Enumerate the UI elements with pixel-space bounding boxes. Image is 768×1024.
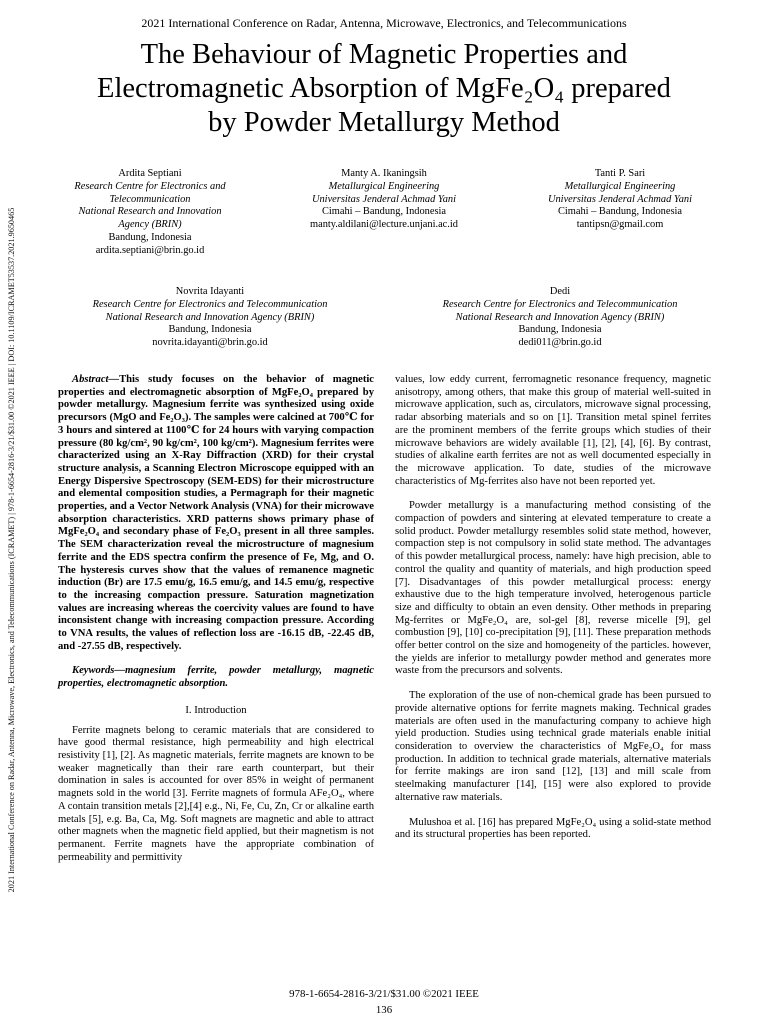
author-block	[60, 286, 360, 350]
author-affiliation: National Research and Innovation Agency (BRIN)	[455, 311, 665, 323]
title-line: by Powder Metallurgy Method	[208, 107, 560, 138]
paper-title	[40, 38, 728, 140]
author-affiliation: Research Centre for Electronics and Telecommunication	[442, 298, 678, 310]
body-paragraph: values, low eddy current, ferromagnetic resonance frequency, magnetic anisotropy, among others, that make this group of material well-suited in microwave application, such as, circulators, microwave signal processing, radar absorbing materials and so on [1]. Transition metal spinel ferrites are the prominent members of the ferrite groups which studies of their microwave behaviors are widely available [1], [2], [4], [6]. By contrast, studies of alkaline earth ferrites are not as well documented especially in the microwave application. To date, studies of the microwave characteristics of Mg-ferrites also have not been reported yet.	[395, 374, 711, 487]
author-location: Bandung, Indonesia	[518, 324, 602, 336]
page-number: 136	[375, 1004, 393, 1016]
author-block	[280, 168, 488, 232]
body-paragraph: The exploration of the use of non-chemical grade has been pursued to provide alternative options for ferrite magnets making. Technical grades materials are often used in the manufacturing company to achieve high yield production. Studies using technical grade materials enable initial consideration to overview the characteristics of MgFe₂O₄ for mass production. In addition to technical grade materials, alternative materials for ferrite makings are iron sand [12], [13] and mill scale from steelmaking manufacturer [14], [15] were also explored to provide alternative raw materials.	[395, 690, 711, 803]
author-affiliation: National Research and Innovation	[78, 206, 222, 218]
body-paragraph: Mulushoa et al. [16] has prepared MgFe₂O₄ using a solid-state method and its structural properties has been reported.	[395, 816, 711, 841]
body-paragraph: Powder metallurgy is a manufacturing method consisting of the compaction of powders and sintering at elevated temperature to create a solid product. Powder metallurgy resembles solid state method, however, compaction step is not compulsory in solid state method. The advantages of this powder metallurgical process, namely: have high precision, able to control the quality and quantity of materials, and high production speed [7]. Disadvantages of this powder metallurgical process: energy exhaustive due to the high temperature involved, heterogenous particle size and difficulty to obtain an even density. Other methods in preparing Mg-ferrites or MgFe₂O₄ are, sol-gel [8], reverse micelle [9], gel combustion [9], [10] co-precipitation [9], [11]. These preparation methods offer better control on the size and homogeneity of the particles. however, the yields are inferior to metallurgy powder method and generates more waste from the precursors and solvents.	[395, 500, 711, 677]
section-heading: I. Introduction	[185, 704, 247, 716]
abstract	[58, 374, 374, 653]
author-affiliation: Telecommunication	[109, 193, 191, 205]
author-affiliation: Metallurgical Engineering	[564, 180, 676, 192]
abstract-label: Abstract—	[72, 374, 120, 385]
author-affiliation: Research Centre for Electronics and	[74, 180, 226, 192]
author-affiliation: Universitas Jenderal Achmad Yani	[547, 193, 693, 205]
author-location: Bandung, Indonesia	[168, 324, 252, 336]
author-location: Bandung, Indonesia	[108, 231, 192, 243]
author-affiliation: Universitas Jenderal Achmad Yani	[311, 193, 457, 205]
keywords: Keywords—magnesium ferrite, powder metallurgy, magnetic properties, electromagnetic absorption.	[58, 665, 374, 690]
author-affiliation: Agency (BRIN)	[118, 219, 182, 231]
author-name: Manty A. Ikaningsih	[341, 168, 427, 179]
author-affiliation: National Research and Innovation Agency (BRIN)	[105, 311, 315, 323]
side-margin-note: 2021 International Conference on Radar, Antenna, Microwave, Electronics, and Telecommunications (ICRAMET) | 978-1-6654-2816-3/21/$31.00 ©2021 IEEE | DOI: 10.1109/ICRAMET53537.2021.9650465	[7, 207, 16, 893]
footer-isbn: 978-1-6654-2816-3/21/$31.00 ©2021 IEEE	[289, 988, 479, 1000]
author-affiliation: Research Centre for Electronics and Telecommunication	[92, 298, 328, 310]
author-name: Ardita Septiani	[118, 168, 182, 179]
title-line: Electromagnetic Absorption of MgFe₂O₄ prepared	[97, 73, 671, 104]
conference-header: 2021 International Conference on Radar, Antenna, Microwave, Electronics, and Telecommunications	[141, 16, 627, 30]
author-affiliation: Metallurgical Engineering	[328, 180, 440, 192]
author-email[interactable]: ardita.septiani@brin.go.id	[95, 244, 205, 256]
author-email[interactable]: novrita.idayanti@brin.go.id	[152, 337, 268, 349]
author-name: Dedi	[549, 286, 571, 297]
author-location: Cimahi – Bandung, Indonesia	[321, 206, 447, 218]
abstract-text: This study focuses on the behavior of magnetic properties and electromagnetic absorption of MgFe₂O₄ prepared by powder metallurgy. Magnesium ferrite was synthesized using oxide precursors (MgO and Fe₂O₃). The samples were calcined at 700℃ for 3 hours and sintered at 1100℃ for 24 hours with varying compaction pressure (80 kg/cm², 90 kg/cm², 100 kg/cm²). Magnesium ferrites were characterized using an X-Ray Diffraction (XRD) for their crystal structure analysis, a Scanning Electron Microscope equipped with an Energy Dispersive Spectroscopy (SEM-EDS) for their microstructure and elemental composition studies, a Permagraph for their magnetic properties, and a Vector Network Analysis (VNA) for their microwave absorption characteristics. XRD patterns shows primary phase of MgFe₂O₄ and secondary phase of Fe₂O₃ present in all three samples. The SEM characterization reveal the microstructure of magnesium ferrite and the EDS spectra confirm the presence of Fe, Mg, and O. The hysteresis curves show that the values of remanence magnetic induction (Br) are 17.5 emu/g, 16.5 emu/g, and 14.5 emu/g, respective to the increasing compaction pressure. Saturation magnetization values are increasing whereas the coercivity values are found to have inconsistent change with increasing compaction pressure. According to VNA results, the values of reflection loss are -16.15 dB, -22.45 dB, and -27.55 dB, respectively.	[58, 374, 374, 652]
author-name: Tanti P. Sari	[594, 168, 646, 179]
author-block	[50, 168, 250, 258]
author-block	[520, 168, 720, 232]
author-email[interactable]: manty.aldilani@lecture.unjani.ac.id	[310, 219, 458, 231]
title-line: The Behaviour of Magnetic Properties and	[140, 39, 628, 70]
author-location: Cimahi – Bandung, Indonesia	[557, 206, 683, 218]
intro-paragraph: Ferrite magnets belong to ceramic materials that are considered to have good thermal resistance, high permeability and high electrical resistivity [1], [2]. As magnetic materials, ferrite magnets are known to be weaker magnetically than their rare earth counterpart, but their domination in sales is accounted for over 85% in weight of permanent magnets sold in the world [3]. Ferrite magnets of formula AFe₂O₄, where A contain transition metals [2],[4] e.g., Ni, Fe, Cu, Zn, Cr or alkaline earth metals [5], e.g. Ba, Ca, Mg. Soft magnets are magnetic and able to attract other magnets when the magnetic field applied, but their magnetism is not permanent. Ferrite magnets have the appropriate combination of permeability and permittivity	[58, 724, 374, 863]
author-email[interactable]: tantipsn@gmail.com	[576, 219, 664, 231]
author-email[interactable]: dedi011@brin.go.id	[518, 337, 602, 349]
author-name: Novrita Idayanti	[175, 286, 245, 297]
right-column	[395, 374, 711, 842]
left-column	[58, 374, 374, 864]
author-block	[410, 286, 710, 350]
